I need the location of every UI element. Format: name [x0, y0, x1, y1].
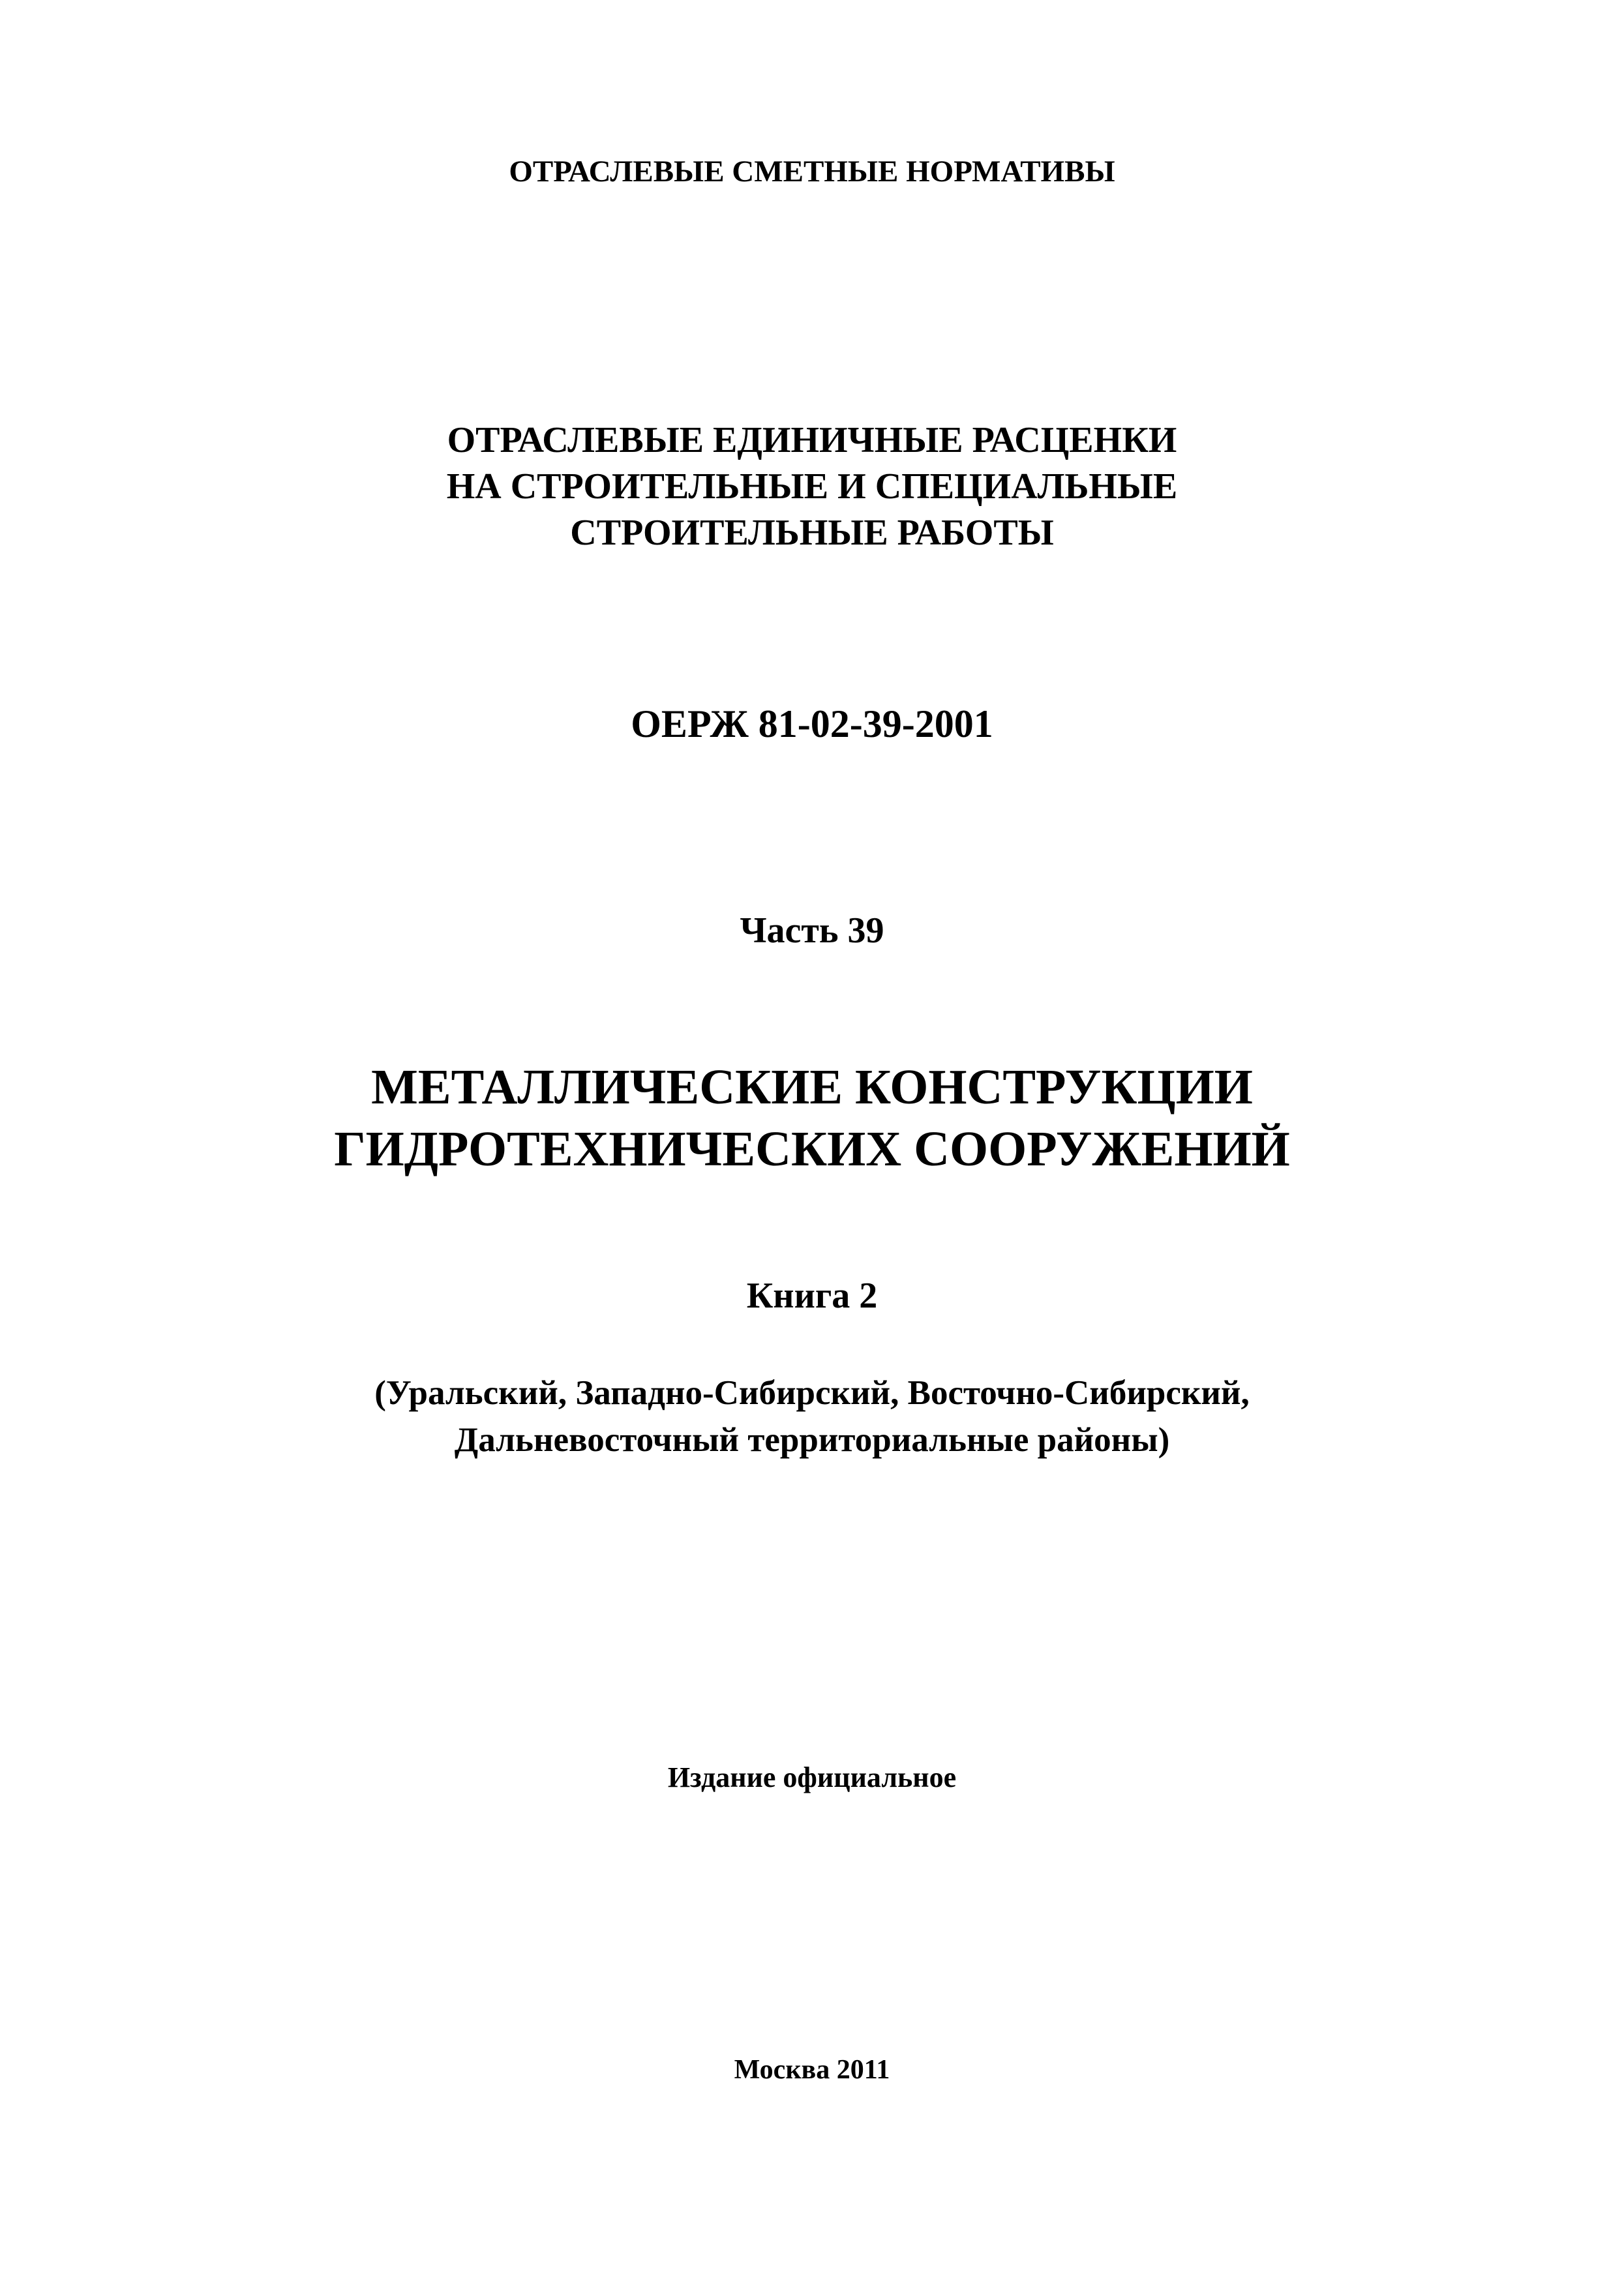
- document-title-line: СТРОИТЕЛЬНЫЕ РАБОТЫ: [570, 513, 1054, 553]
- subject-title-line: МЕТАЛЛИЧЕСКИЕ КОНСТРУКЦИИ: [371, 1060, 1253, 1115]
- header-organization: ОТРАСЛЕВЫЕ СМЕТНЫЕ НОРМАТИВЫ: [509, 155, 1115, 188]
- document-title: [0, 417, 1624, 556]
- book-number: Книга 2: [746, 1276, 878, 1316]
- document-title-line: ОТРАСЛЕВЫЕ ЕДИНИЧНЫЕ РАСЦЕНКИ: [447, 420, 1177, 460]
- imprint-city-year: Москва 2011: [734, 2055, 890, 2085]
- regions-note-line: (Уральский, Западно-Сибирский, Восточно-Сибирский,: [374, 1374, 1250, 1412]
- regions-note: [0, 1369, 1624, 1463]
- regions-note-line: Дальневосточный территориальные районы): [454, 1421, 1170, 1459]
- edition-label: Издание официальное: [667, 1761, 957, 1793]
- document-code: ОЕРЖ 81-02-39-2001: [631, 702, 993, 745]
- part-number: Часть 39: [740, 910, 884, 951]
- subject-title-line: ГИДРОТЕХНИЧЕСКИХ СООРУЖЕНИЙ: [334, 1122, 1290, 1176]
- document-title-line: НА СТРОИТЕЛЬНЫЕ И СПЕЦИАЛЬНЫЕ: [446, 466, 1178, 507]
- subject-title: [0, 1056, 1624, 1180]
